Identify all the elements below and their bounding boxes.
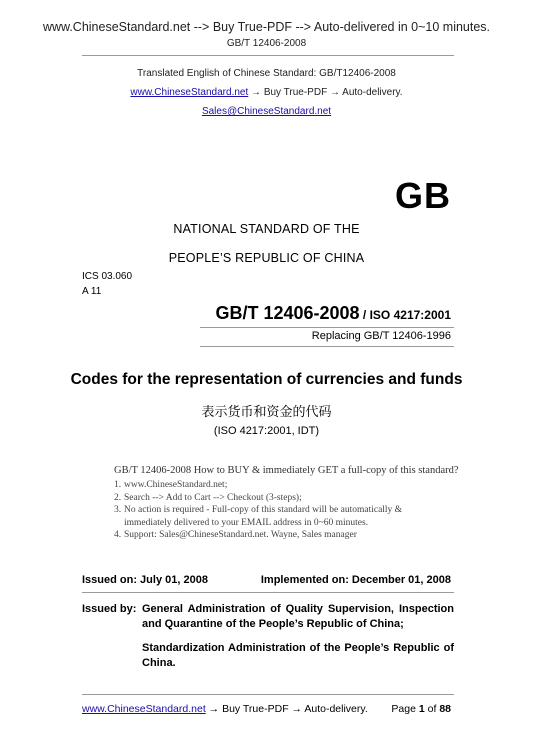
site-line (0, 87, 533, 98)
buy-step: immediately delivered to your EMAIL address in 0~60 minutes. (124, 517, 369, 528)
top-banner: www.ChineseStandard.net --> Buy True-PDF --> Auto-delivered in 0~10 minutes. (42, 20, 491, 34)
issuing-org-1: General Administration of Quality Supervision, Inspection and Quarantine of the People’s Republic of China; (142, 603, 454, 630)
site-link[interactable]: www.ChineseStandard.net (130, 87, 249, 98)
buy-instructions (114, 465, 474, 542)
replacing-note: Replacing GB/T 12406-1996 (311, 330, 451, 342)
page-number: 1 (418, 703, 425, 715)
implemented-date: Implemented on: December 01, 2008 (260, 574, 451, 586)
iso-code: ISO 4217:2001 (369, 308, 451, 322)
issued-by-block (82, 602, 454, 671)
page-indicator: Page 1 of 88 (391, 703, 451, 715)
ics-code: ICS 03.060 (82, 271, 133, 282)
issuing-org-2: Standardization Administration of the People’s Republic of China. (142, 642, 454, 669)
document-title-chinese: 表示货币和资金的代码 (201, 405, 332, 420)
standard-divider (200, 327, 454, 328)
issued-by-label: Issued by: (82, 603, 137, 615)
category-code: A 11 (82, 286, 102, 297)
replacing-divider (200, 346, 454, 347)
buy-step: 2. Search --> Add to Cart --> Checkout (3-steps); (114, 492, 302, 503)
buy-heading: GB/T 12406-2008 How to BUY & immediately GET a full-copy of this standard? (114, 465, 459, 476)
footer-left (82, 703, 368, 715)
issued-date: Issued on: July 01, 2008 (82, 574, 208, 586)
iso-equivalence: (ISO 4217:2001, IDT) (213, 425, 320, 437)
dates-divider (82, 592, 454, 593)
page-total: 88 (439, 703, 451, 715)
buy-step: 3. No action is required - Full-copy of this standard will be automatically & (114, 505, 403, 515)
national-line-1: NATIONAL STANDARD OF THE (173, 222, 360, 236)
footer-suffix: → Buy True-PDF → Auto-delivery. (205, 703, 368, 715)
national-line-2: PEOPLE’S REPUBLIC OF CHINA (168, 251, 365, 265)
gb-logo: GB (395, 175, 451, 216)
site-suffix: → Buy True-PDF → Auto-delivery. (248, 87, 403, 98)
standard-number (215, 303, 451, 324)
header-standard-code: GB/T 12406-2008 (226, 38, 307, 49)
buy-step: 1. www.ChineseStandard.net; (114, 480, 228, 490)
footer-site-link[interactable]: www.ChineseStandard.net (82, 703, 206, 715)
document-title: Codes for the representation of currencies and funds (70, 371, 463, 388)
sales-email-link[interactable]: Sales@ChineseStandard.net (201, 106, 332, 117)
header-divider (82, 55, 454, 56)
translated-note: Translated English of Chinese Standard: GB/T12406-2008 (137, 68, 396, 79)
buy-step: 4. Support: Sales@ChineseStandard.net. Wayne, Sales manager (114, 530, 357, 540)
footer-divider (82, 694, 454, 695)
email-line (0, 106, 533, 117)
code-separator: / (359, 308, 370, 322)
gbt-code: GB/T 12406-2008 (215, 303, 360, 323)
